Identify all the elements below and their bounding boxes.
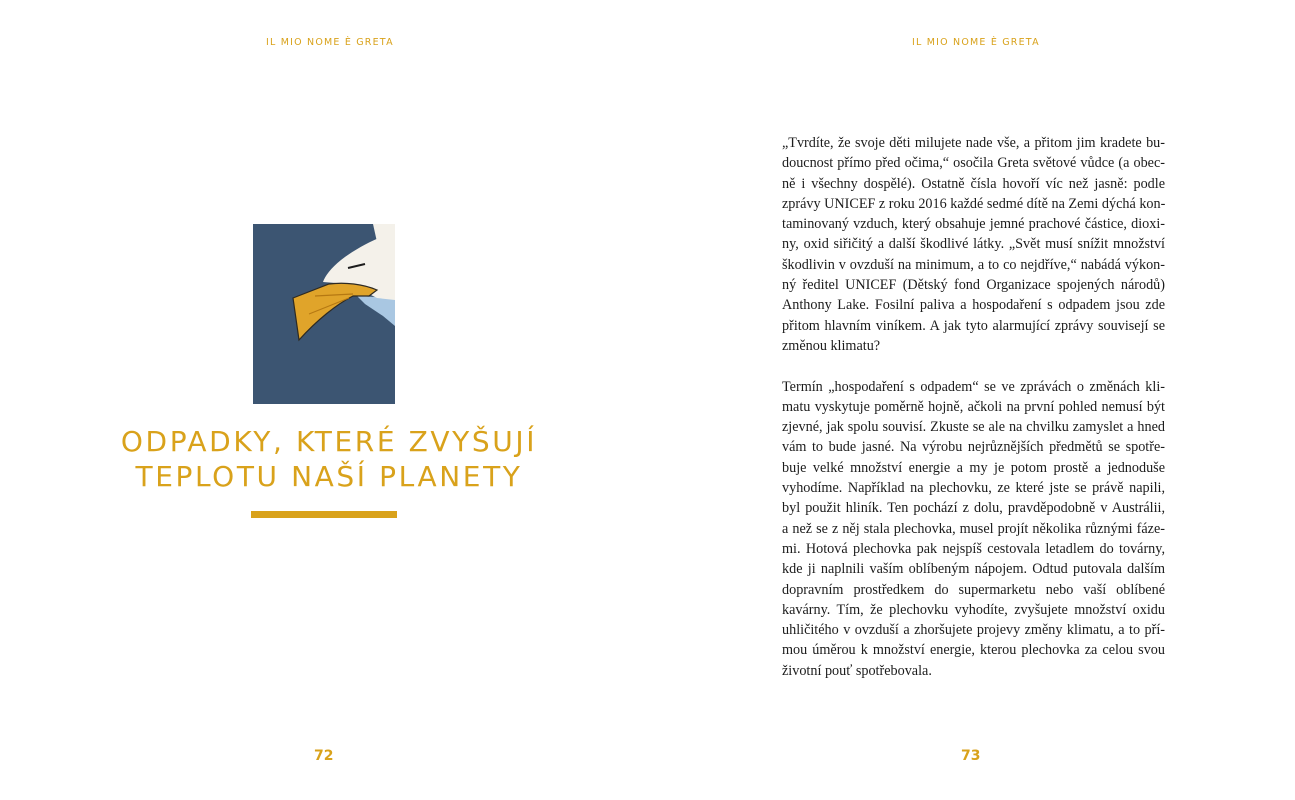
text-line: doucnost přímo před očima,“ osočila Greta světové vůdce (a obec-: [782, 155, 1165, 172]
text-line: kavárny. Tím, že plechovku vyhodíte, zvyšujete množství oxidu: [782, 601, 1165, 618]
chapter-title-line: TEPLOTU NAŠÍ PLANETY: [135, 460, 523, 493]
text-line: matu vyskytuje poměrně hojně, ačkoli na první pohled nemusí být: [782, 398, 1165, 415]
right-page: [648, 0, 1295, 800]
text-line: přitom hlavním viníkem. A jak tyto alarmující zprávy souvisejí se: [782, 317, 1165, 334]
text-line: uhličitého v ovzduší a zhoršujete projevy změny klimatu, a to pří-: [782, 622, 1165, 639]
seagull-illustration: [253, 224, 395, 404]
chapter-title: [110, 424, 548, 494]
text-line: buje velké množství energie a my je potom prostě a jednoduše: [782, 459, 1165, 476]
text-line: Termín „hospodaření s odpadem“ se ve zprávách o změnách kli-: [782, 378, 1165, 395]
chapter-title-line: ODPADKY, KTERÉ ZVYŠUJÍ: [120, 425, 538, 458]
text-line: změnou klimatu?: [782, 337, 881, 354]
text-line: mi. Hotová plechovka pak nejspíš cestovala letadlem do továrny,: [782, 540, 1165, 557]
text-line: „Tvrdíte, že svoje děti milujete nade vše, a přitom jim kradete bu-: [782, 135, 1165, 151]
page-number-right: 73: [961, 748, 981, 764]
text-line: životní pouť spotřebovala.: [782, 662, 932, 679]
text-line: kde ji naplnili vaším oblíbeným nápojem. Odtud putovala dalším: [782, 561, 1165, 578]
text-line: vyhodíme. Například na plechovku, ze které jste se právě napili,: [782, 480, 1165, 497]
text-line: ně i všechny dospělé). Ostatně čísla hovoří víc než jasně: podle: [782, 175, 1165, 192]
running-head-left: IL MIO NOME È GRETA: [266, 37, 394, 48]
text-line: vám to bude jasné. Na výrobu nejrůznějších předmětů se spotře-: [782, 439, 1165, 456]
text-line: a než se z něj stala plechovka, musel projít několika různými fáze-: [782, 520, 1165, 537]
text-line: ný ředitel UNICEF (Dětský fond Organizace spojených národů): [782, 277, 1165, 294]
left-page: [0, 0, 647, 800]
text-line: zjevné, jak spolu souvisí. Zkuste se ale na chvilku zamyslet a hned: [782, 419, 1165, 436]
title-rule: [251, 511, 397, 518]
paragraph-gap: [782, 356, 1165, 376]
text-line: zprávy UNICEF z roku 2016 každé sedmé dítě na Zemi dýchá kon-: [782, 195, 1166, 212]
text-line: škodlivin v ovzduší na minimum, a to co nejdříve,“ nabádá výkon-: [782, 256, 1165, 273]
text-line: mou úměrou k množství energie, kterou plechovka za celou svou: [782, 642, 1165, 659]
text-line: Anthony Lake. Fosilní paliva a hospodaření s odpadem jsou zde: [782, 297, 1165, 314]
text-line: ny, oxid siřičitý a další škodlivé látky. „Svět musí snížit množství: [782, 236, 1165, 253]
text-line: dopravním prostředkem do supermarketu nebo vaší oblíbené: [782, 581, 1165, 598]
text-line: taminovaný vzduch, který obsahuje jemné prachové částice, dioxi-: [782, 216, 1165, 233]
page-number-left: 72: [314, 748, 334, 764]
body-text: [782, 133, 1165, 681]
text-line: byl použit hliník. Ten pochází z dolu, pravděpodobně v Austrálii,: [782, 500, 1165, 517]
running-head-right: IL MIO NOME È GRETA: [912, 37, 1040, 48]
